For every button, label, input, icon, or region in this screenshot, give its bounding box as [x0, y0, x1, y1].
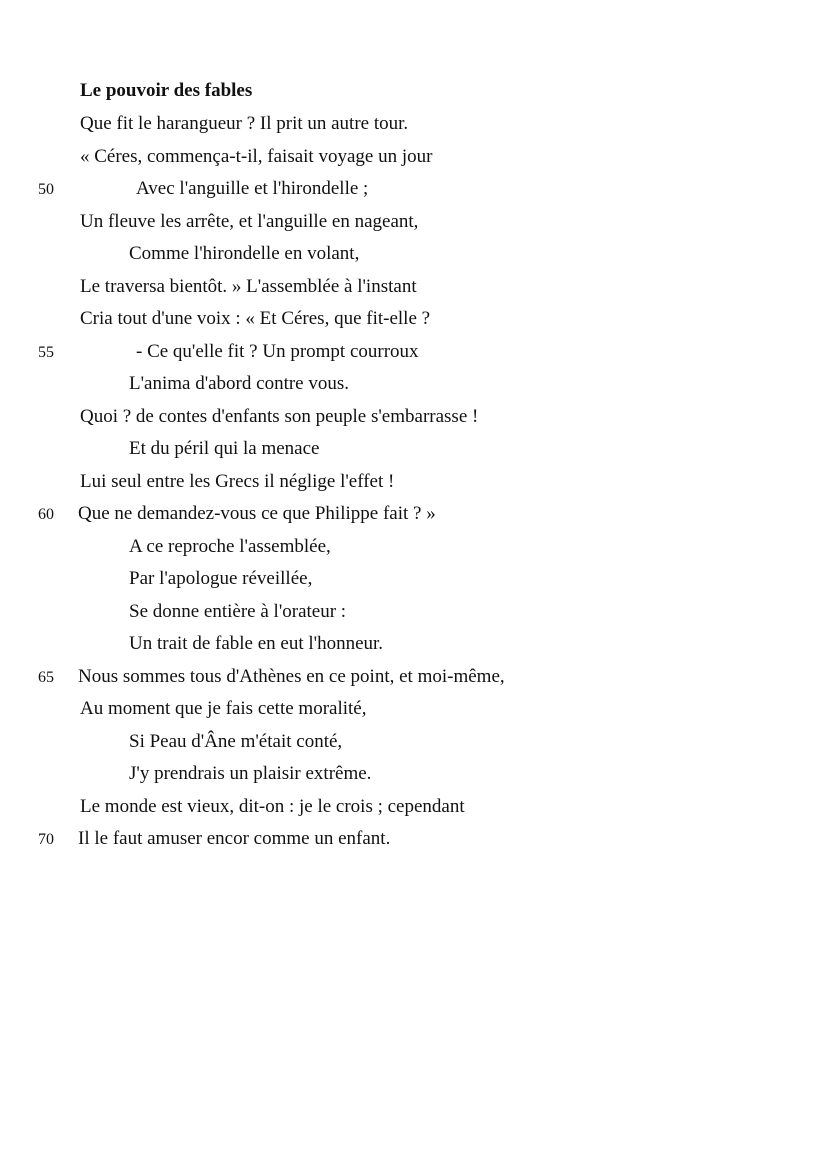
verse-line — [0, 795, 828, 828]
verse-text: Si Peau d'Âne m'était conté, — [129, 730, 343, 752]
verse-line — [0, 535, 828, 568]
verse-line — [0, 177, 828, 210]
verse-line — [0, 145, 828, 178]
line-number: 60 — [38, 506, 54, 523]
verse-line — [0, 242, 828, 275]
poem-body — [0, 112, 828, 860]
verse-line — [0, 210, 828, 243]
verse-line — [0, 372, 828, 405]
verse-text: J'y prendrais un plaisir extrême. — [129, 763, 372, 784]
line-number: 70 — [38, 831, 54, 848]
verse-line — [0, 340, 828, 373]
verse-line — [0, 600, 828, 633]
verse-text: Se donne entière à l'orateur : — [129, 600, 347, 622]
verse-line — [0, 307, 828, 340]
verse-text: - Ce qu'elle fit ? Un prompt courroux — [136, 340, 419, 362]
verse-text: Que ne demandez-vous ce que Philippe fait ? » — [78, 503, 436, 524]
verse-text: Au moment que je fais cette moralité, — [80, 698, 367, 719]
line-number: 55 — [38, 343, 54, 361]
verse-text: Cria tout d'une voix : « Et Céres, que fit-elle ? — [80, 308, 431, 329]
verse-text: Un trait de fable en eut l'honneur. — [129, 633, 384, 654]
verse-text: Avec l'anguille et l'hirondelle ; — [136, 178, 369, 199]
verse-line — [0, 275, 828, 308]
verse-line — [0, 730, 828, 763]
verse-text: Et du péril qui la menace — [129, 438, 320, 459]
verse-line — [0, 112, 828, 145]
poem-title: Le pouvoir des fables — [80, 80, 253, 101]
verse-text: Un fleuve les arrête, et l'anguille en nageant, — [80, 210, 419, 232]
verse-line — [0, 827, 828, 860]
verse-line — [0, 567, 828, 600]
verse-text: Quoi ? de contes d'enfants son peuple s'embarrasse ! — [80, 405, 479, 427]
verse-text: Que fit le harangueur ? Il prit un autre tour. — [80, 113, 409, 134]
verse-line — [0, 665, 828, 698]
verse-text: A ce reproche l'assemblée, — [129, 535, 331, 557]
verse-text: Il le faut amuser encor comme un enfant. — [78, 828, 391, 849]
verse-line — [0, 697, 828, 730]
verse-line — [0, 762, 828, 795]
verse-line — [0, 470, 828, 503]
verse-line — [0, 632, 828, 665]
verse-text: L'anima d'abord contre vous. — [129, 373, 350, 394]
verse-text: « Céres, commença-t-il, faisait voyage un jour — [80, 145, 433, 167]
verse-line — [0, 405, 828, 438]
verse-text: Par l'apologue réveillée, — [129, 568, 313, 589]
verse-text: Le traversa bientôt. » L'assemblée à l'instant — [80, 275, 417, 297]
verse-text: Comme l'hirondelle en volant, — [129, 243, 360, 264]
line-number: 50 — [38, 181, 54, 198]
verse-text: Nous sommes tous d'Athènes en ce point, et moi-même, — [78, 665, 505, 687]
verse-text: Lui seul entre les Grecs il néglige l'effet ! — [80, 470, 395, 492]
verse-line — [0, 502, 828, 535]
verse-line — [0, 437, 828, 470]
line-number: 65 — [38, 668, 54, 686]
verse-text: Le monde est vieux, dit-on : je le crois ; cependant — [80, 795, 465, 817]
